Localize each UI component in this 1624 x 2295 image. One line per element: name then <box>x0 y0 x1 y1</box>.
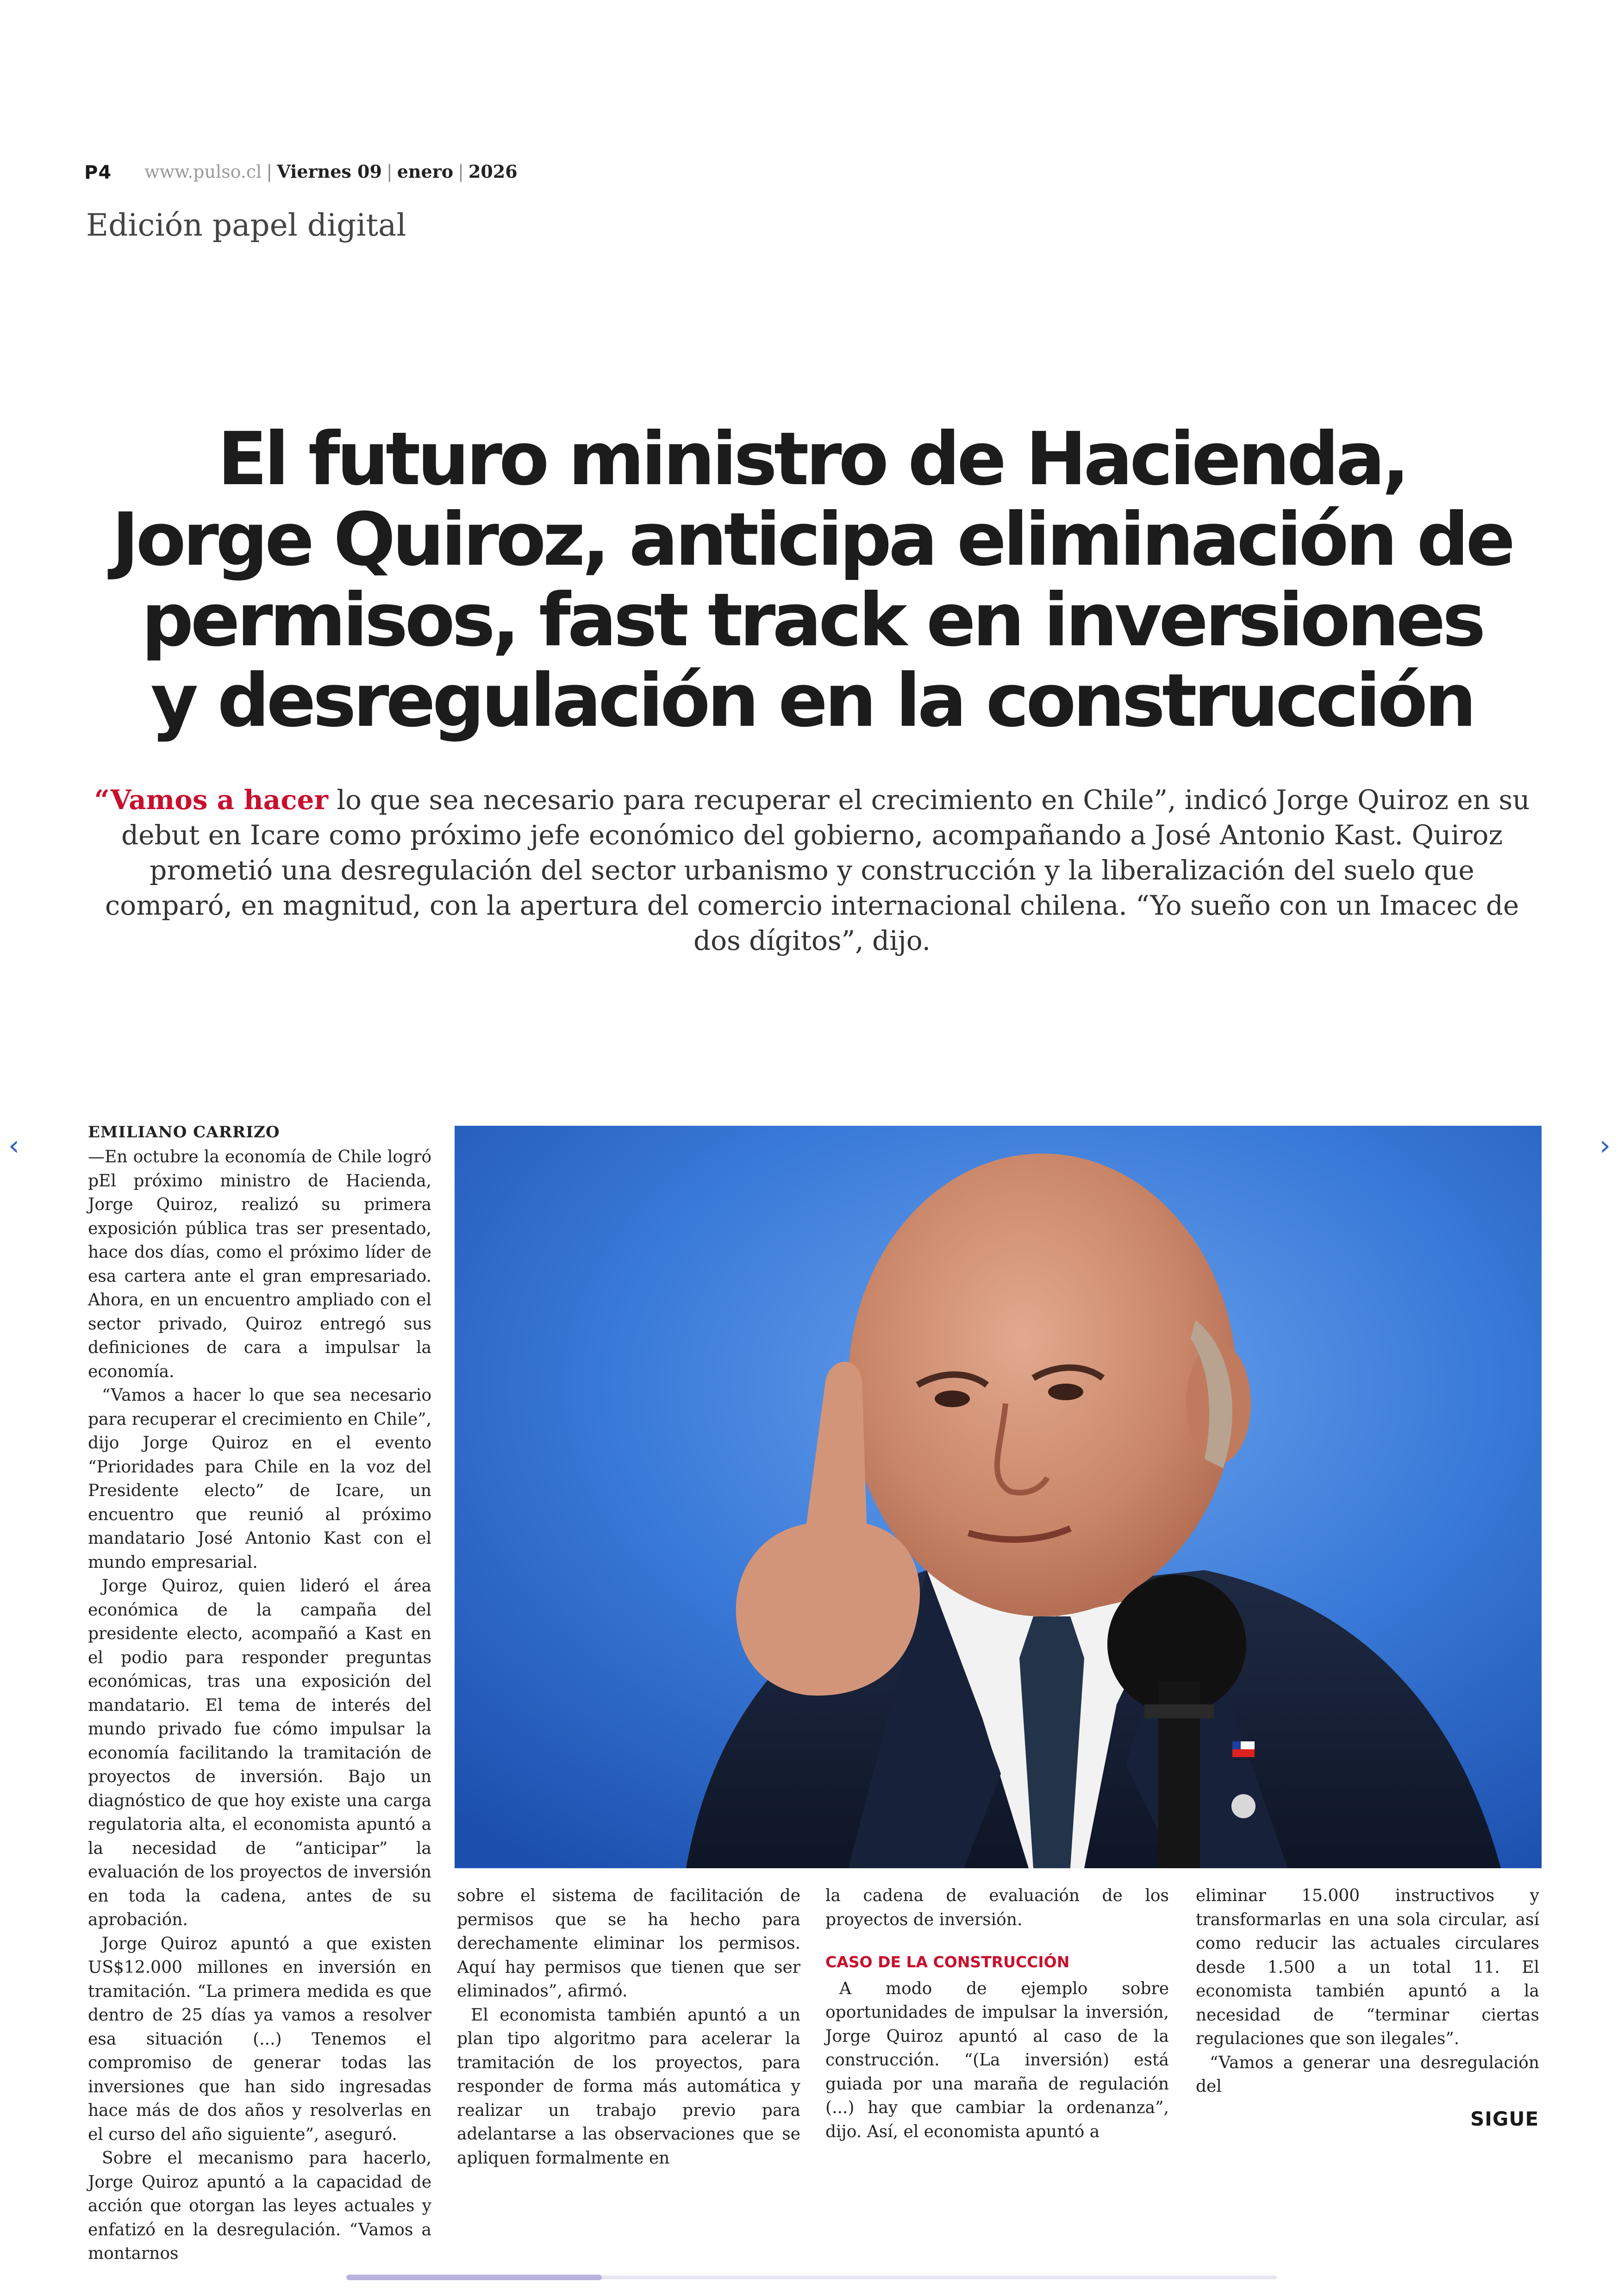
continues-label[interactable]: SIGUE <box>1470 2108 1539 2130</box>
deck-text: lo que sea necesario para recuperar el crecimiento en Chile”, indicó Jorge Quiroz en su debut en Icare como próximo jefe económico del gobierno, acompañando a José Antonio Kast. Quiroz prometió una desregulación del sector urbanismo y construcción y la liberalización del suelo que comparó, en magnitud, con la apertura del comercio internacional chilena. “Yo sueño con un Imacec de dos dígitos”, dijo. <box>105 784 1530 956</box>
divider: | <box>266 162 273 182</box>
paragraph: la cadena de evaluación de los proyectos de inversión. <box>825 1886 1169 1929</box>
edition-label: Edición papel digital <box>86 207 406 243</box>
chevron-right-icon[interactable]: › <box>1599 1129 1611 1162</box>
article-column-1 <box>88 1145 431 2266</box>
paragraph: A modo de ejemplo sobre oportunidades de impulsar la inversión, Jorge Quiroz apuntó al caso de la construcción. “(La inversión) está guiada por una maraña de regulación (...) hay que cambiar la ordenanza”, dijo. Así, el economista apuntó a <box>825 1979 1169 2141</box>
deck-lead: “Vamos a hacer <box>94 784 328 816</box>
article-deck <box>88 782 1536 958</box>
byline: EMILIANO CARRIZO <box>88 1123 280 1141</box>
date-month: enero <box>397 161 454 182</box>
page-number: P4 <box>84 162 112 183</box>
divider: | <box>386 162 393 182</box>
paragraph: “Vamos a generar una desregulación del <box>1196 2053 1539 2096</box>
chevron-left-icon[interactable]: ‹ <box>8 1129 19 1162</box>
paragraph: Jorge Quiroz, quien lideró el área económica de la campaña del presidente electo, acompañó a Kast en el podio para responder preguntas económicas, tras una exposición del mandatario. El tema de interés del mundo privado fue cómo impulsar la economía facilitando la tramitación de proyectos de inversión. Bajo un diagnóstico de que hoy existe una carga regulatoria alta, el economista apuntó a la necesidad de “anticipar” la evaluación de los proyectos de inversión en toda la cadena, antes de su aprobación. <box>88 1577 431 1929</box>
paragraph: —En octubre la economía de Chile logró pEl próximo ministro de Hacienda, Jorge Quiroz, realizó su primera exposición pública tras ser presentado, hace dos días, como el próximo líder de esa cartera ante el gran empresariado. Ahora, en un encuentro ampliado con el sector privado, Quiroz entregó sus definiciones de cara a impulsar la economía. <box>88 1148 431 1381</box>
article-headline: El futuro ministro de Hacienda, Jorge Quiroz, anticipa eliminación de permisos, fast track en inversiones y desregulación en la construcción <box>112 417 1512 743</box>
article-column-4 <box>1196 1884 1539 2099</box>
article-column-3 <box>825 1884 1169 2144</box>
article-column-2 <box>457 1884 800 2170</box>
paragraph: Sobre el mecanismo para hacerlo, Jorge Quiroz apuntó a la capacidad de acción que otorgan las leyes actuales y enfatizó en la desregulación. “Vamos a montarnos <box>88 2149 431 2263</box>
paragraph: Jorge Quiroz apuntó a que existen US$12.000 millones en inversión en tramitación. “La primera medida es que dentro de 25 días ya vamos a resolver esa situación (...) Tenemos el compromiso de generar todas las inversiones que han sido ingresadas hace más de dos años y resolverlas en el curso del año siguiente”, aseguró. <box>88 1934 431 2144</box>
paragraph: eliminar 15.000 instructivos y transformarlas en una sola circular, así como reducir las actuales circulares desde 1.500 a un total 11. El economista también apuntó a la necesidad de “terminar ciertas regulaciones que son ilegales”. <box>1196 1886 1539 2048</box>
header-dateline <box>144 161 518 182</box>
paragraph: El economista también apuntó a un plan tipo algoritmo para acelerar la tramitación de los proyectos, para responder de forma más automática y realizar un trabajo previo para adelantarse a las observaciones que se apliquen formalmente en <box>457 2005 800 2168</box>
date-day: Viernes 09 <box>277 161 382 182</box>
page-scrollbar-thumb[interactable] <box>346 2275 602 2280</box>
divider: | <box>458 162 464 182</box>
article-photo <box>455 1126 1542 1868</box>
paragraph: sobre el sistema de facilitación de permisos que se ha hecho para derechamente eliminar los permisos. Aquí hay permisos que tienen que ser eliminados”, afirmó. <box>457 1886 800 2001</box>
date-year: 2026 <box>468 161 518 182</box>
portrait-illustration <box>455 1126 1542 1868</box>
section-subhead: CASO DE LA CONSTRUCCIÓN <box>825 1953 1070 1971</box>
paragraph: “Vamos a hacer lo que sea necesario para recuperar el crecimiento en Chile”, dijo Jorge Quiroz en el evento “Prioridades para Chile en la voz del Presidente electo” de Icare, un encuentro que reunió al próximo mandatario José Antonio Kast con el mundo empresarial. <box>88 1386 431 1572</box>
site-url[interactable]: www.pulso.cl <box>144 162 262 182</box>
